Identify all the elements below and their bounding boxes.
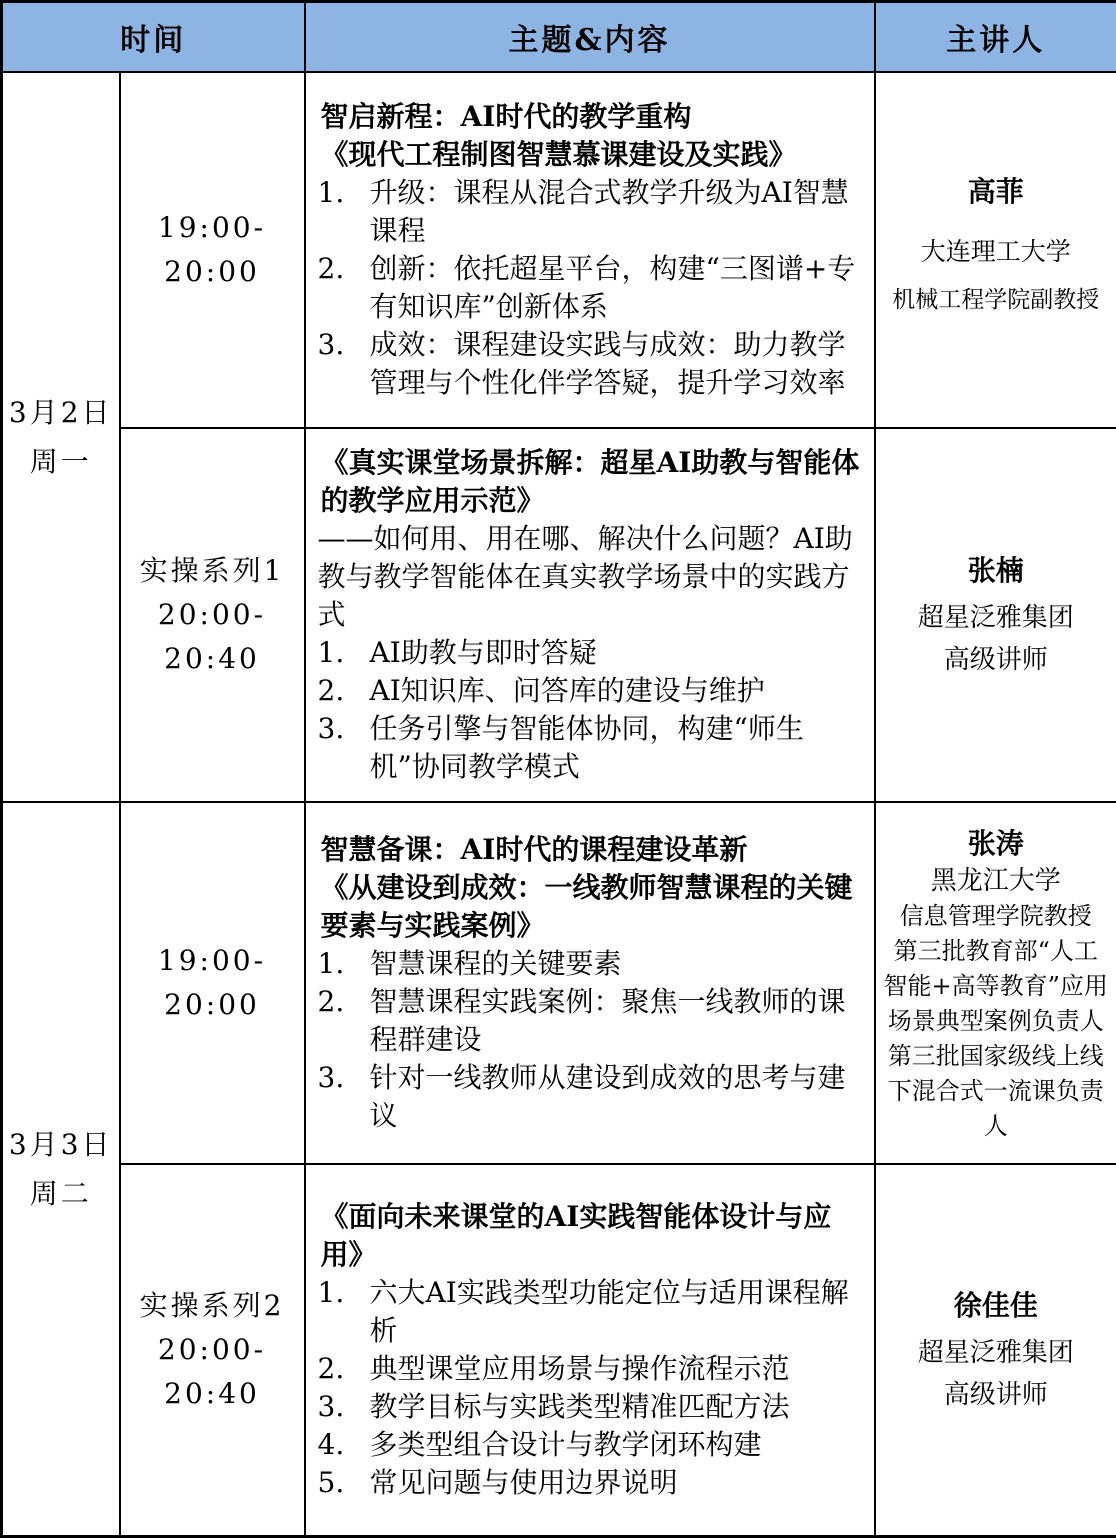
time-line: 实操系列2 [139, 1288, 285, 1322]
session-subtitle: 《现代工程制图智慧慕课建设及实践》 [320, 137, 797, 171]
date-cell-day2 [2, 802, 120, 1536]
table-row [2, 1164, 1116, 1537]
session-title: 智启新程：AI时代的教学重构 [320, 99, 692, 133]
topic-list [316, 634, 860, 786]
speaker-cell [875, 1164, 1116, 1537]
topic-list [316, 1274, 860, 1502]
time-line: 20:00- [157, 597, 267, 631]
time-line: 20:40 [164, 641, 260, 675]
topic-item: 常见问题与使用边界说明 [369, 1465, 678, 1499]
date-line: 3月3日 [8, 1127, 113, 1161]
time-line: 实操系列1 [139, 553, 285, 587]
time-cell [120, 802, 305, 1164]
speaker-title: 信息管理学院教授 [899, 902, 1092, 931]
session-title: 《真实课堂场景拆解：超星AI助教与智能体的教学应用示范》 [320, 445, 860, 517]
speaker-name: 徐佳佳 [953, 1288, 1038, 1322]
header-cell-topic: 主题&内容 [305, 2, 875, 73]
topic-item: 多类型组合设计与教学闭环构建 [369, 1427, 762, 1461]
table-row [2, 428, 1116, 803]
topic-item: 智慧课程的关键要素 [369, 947, 622, 981]
table-row [2, 72, 1116, 428]
speaker-affiliation: 黑龙江大学 [930, 866, 1061, 897]
time-line: 20:00- [157, 1332, 267, 1366]
header-cell-time: 时间 [2, 2, 305, 73]
date-line: 周二 [29, 1176, 92, 1210]
speaker-name: 张楠 [967, 553, 1024, 587]
topic-item: 升级：课程从混合式教学升级为AI智慧课程 [369, 175, 849, 247]
date-cell-day1 [2, 72, 120, 802]
header-row [2, 2, 1116, 73]
session-subtitle: 《从建设到成效：一线教师智慧课程的关键要素与实践案例》 [320, 871, 853, 943]
topic-item: 成效：课程建设实践与成效：助力教学管理与个性化伴学答疑，提升学习效率 [369, 327, 846, 399]
topic-cell [305, 802, 875, 1164]
speaker-cell [875, 72, 1116, 428]
speaker-affiliation: 超星泛雅集团 [917, 1337, 1074, 1368]
time-cell [120, 1164, 305, 1537]
speaker-honor: 第三批教育部“人工智能+高等教育”应用场景典型案例负责人 [883, 937, 1108, 1036]
speaker-name: 张涛 [967, 827, 1024, 861]
speaker-title: 机械工程学院副教授 [892, 286, 1100, 313]
topic-cell [305, 428, 875, 803]
time-line: 20:40 [164, 1376, 260, 1410]
table-row [2, 802, 1116, 1164]
topic-cell [305, 72, 875, 428]
session-title: 智慧备课：AI时代的课程建设革新 [320, 833, 748, 867]
topic-item: 针对一线教师从建设到成效的思考与建议 [369, 1061, 846, 1133]
time-line: 20:00 [164, 254, 260, 288]
session-intro: ——如何用、用在哪、解决什么问题？AI助教与教学智能体在真实教学场景中的实践方式 [317, 521, 853, 631]
speaker-title: 高级讲师 [943, 1379, 1048, 1410]
speaker-honor: 第三批国家级线上线下混合式一流课负责人 [887, 1042, 1104, 1141]
topic-item: 智慧课程实践案例：聚焦一线教师的课程群建设 [369, 985, 846, 1057]
date-line: 周一 [29, 444, 92, 478]
header-cell-speaker: 主讲人 [875, 2, 1116, 73]
topic-item: 典型课堂应用场景与操作流程示范 [369, 1351, 790, 1385]
time-cell [120, 428, 305, 803]
topic-item: AI助教与即时答疑 [369, 635, 597, 669]
topic-item: AI知识库、问答库的建设与维护 [369, 673, 765, 707]
speaker-cell [875, 802, 1116, 1164]
speaker-affiliation: 大连理工大学 [920, 236, 1071, 266]
topic-item: 创新：依托超星平台，构建“三图谱+专有知识库”创新体系 [369, 251, 856, 323]
time-line: 19:00- [157, 210, 267, 244]
topic-item: 教学目标与实践类型精准匹配方法 [369, 1389, 790, 1423]
speaker-name: 高菲 [967, 174, 1024, 208]
speaker-title: 高级讲师 [943, 644, 1048, 675]
speaker-cell [875, 428, 1116, 803]
time-line: 20:00 [164, 988, 260, 1022]
session-title: 《面向未来课堂的AI实践智能体设计与应用》 [320, 1199, 832, 1271]
time-cell [120, 72, 305, 428]
topic-item: 任务引擎与智能体协同，构建“师生机”协同教学模式 [369, 711, 804, 783]
topic-item: 六大AI实践类型功能定位与适用课程解析 [369, 1275, 849, 1347]
topic-list [316, 945, 860, 1135]
date-line: 3月2日 [8, 395, 113, 429]
time-line: 19:00- [157, 944, 267, 978]
topic-cell [305, 1164, 875, 1537]
speaker-affiliation: 超星泛雅集团 [917, 602, 1074, 633]
topic-list [316, 174, 860, 402]
